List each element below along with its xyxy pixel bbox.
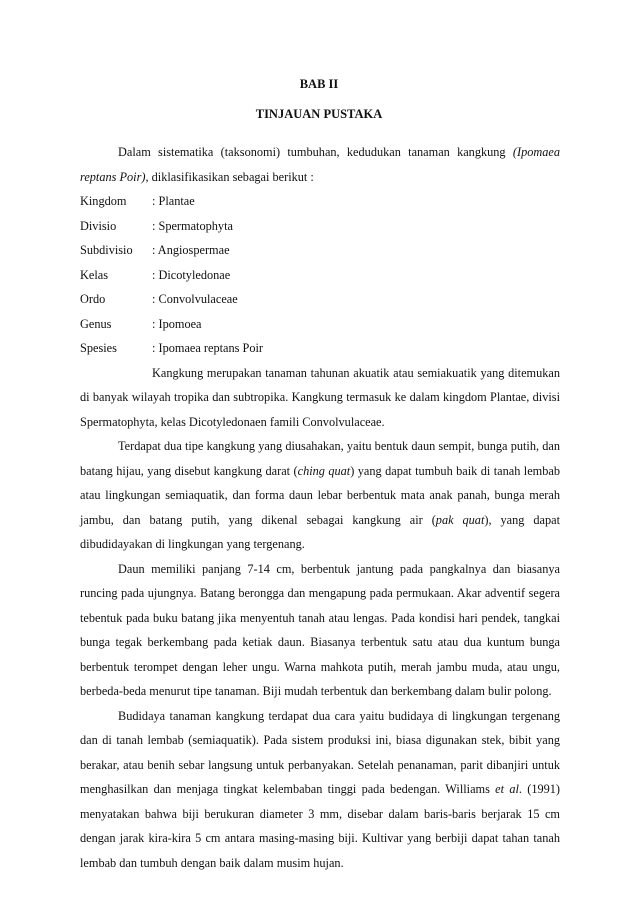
taxonomy-rank: Divisio — [80, 218, 117, 233]
taxonomy-row — [80, 287, 560, 312]
paragraph-4-et-al: et al — [495, 782, 519, 796]
taxonomy-rank: Kingdom — [80, 194, 127, 208]
paragraph-2-pak-quat: pak quat — [435, 512, 485, 527]
taxonomy-value: : Dicotyledonae — [152, 267, 231, 282]
paragraph-2-part-a: Terdapat dua tipe kangkung yang diusahakan, yaitu bentuk daun sempit, bunga putih, dan batang hijau, yang disebut kangkung darat ( — [80, 439, 560, 478]
taxonomy-value: : Ipomaea reptans Poir — [152, 341, 263, 355]
taxonomy-rank: Subdivisio — [80, 243, 133, 257]
taxonomy-rank: Genus — [80, 316, 112, 331]
taxonomy-rank: Spesies — [80, 341, 117, 355]
paragraph-4-part-b: . (1991) menyatakan bahwa biji berukuran diameter 3 mm, disebar dalam baris-baris berjarak 15 cm dengan jarak kira-kira 5 cm antara masing-masing biji. Kultivar yang berbiji dapat tahan tanah lembab dan tumbuh dengan baik dalam musim hujan. — [80, 782, 561, 870]
paragraph-1: Kangkung merupakan tanaman tahunan akuatik atau semiakuatik yang ditemukan di banyak wilayah tropika dan subtropika. Kangkung termasuk ke dalam kingdom Plantae, divisi Spermatophyta, kelas Dicotyledonaen famili Convolvulaceae. — [80, 365, 560, 429]
taxonomy-rank: Kelas — [80, 267, 108, 282]
intro-species: (Ipomaea reptans Poir), — [80, 145, 560, 184]
paragraph-4-part-a: Budidaya tanaman kangkung terdapat dua cara yaitu budidaya di lingkungan tergenang dan di tanah lembab (semiaquatik). Pada sistem produksi ini, biasa digunakan stek, bibit yang berakar, atau benih sebar langsung untuk perbanyakan. Setelah penanaman, parit dibanjiri untuk menghasilkan dan menjaga tingkat kelembaban tinggi pada bedengan. Williams — [80, 708, 560, 796]
intro-text-end: diklasifikasikan sebagai berikut : — [151, 169, 314, 184]
taxonomy-list — [80, 189, 560, 361]
taxonomy-row — [80, 336, 560, 361]
taxonomy-value: : Plantae — [152, 194, 195, 208]
taxonomy-value: : Ipomoea — [152, 316, 202, 331]
taxonomy-row — [80, 312, 560, 337]
chapter-label: BAB II — [299, 77, 339, 91]
paragraph-2-ching-quat: ching quat — [297, 463, 351, 478]
taxonomy-value: : Spermatophyta — [152, 218, 233, 233]
intro-text: Dalam sistematika (taksonomi) tumbuhan, kedudukan tanaman kangkung — [118, 145, 506, 159]
paragraph-2-part-b: ) yang dapat tumbuh baik di tanah lembab atau lingkungan semiaquatik, dan forma daun lebar berbentuk mata anak panah, bunga merah jambu, dan batang putih, yang dikenal sebagai kangkung air ( — [80, 463, 560, 527]
taxonomy-value: : Angiospermae — [152, 243, 230, 257]
paragraph-2 — [80, 434, 560, 557]
paragraph-3: Daun memiliki panjang 7-14 cm, berbentuk jantung pada pangkalnya dan biasanya runcing pada ujungnya. Batang berongga dan mengapung pada permukaan. Akar adventif segera tebentuk pada buku batang jika menyentuh tanah atau lengas. Pada kondisi hari pendek, tangkai bunga tegak berkembang pada ketiak daun. Biasanya terbentuk satu atau dua kuntum bunga berbentuk terompet dengan leher ungu. Warna mahkota putih, merah jambu muda, atau ungu, berbeda-beda menurut tipe tanaman. Biji mudah terbentuk dan berkembang dalam bulir polong. — [80, 561, 560, 698]
taxonomy-row — [80, 189, 560, 214]
body-text — [80, 140, 560, 875]
taxonomy-row — [80, 238, 560, 263]
paragraph-2-part-c: ), yang dapat dibudidayakan di lingkungan yang tergenang. — [80, 512, 560, 551]
taxonomy-row — [80, 214, 560, 239]
taxonomy-row — [80, 263, 560, 288]
chapter-title: TINJAUAN PUSTAKA — [255, 107, 383, 121]
paragraph-4 — [80, 704, 560, 876]
taxonomy-value: : Convolvulaceae — [152, 292, 238, 306]
taxonomy-rank: Ordo — [80, 292, 106, 306]
intro-paragraph — [80, 140, 560, 189]
